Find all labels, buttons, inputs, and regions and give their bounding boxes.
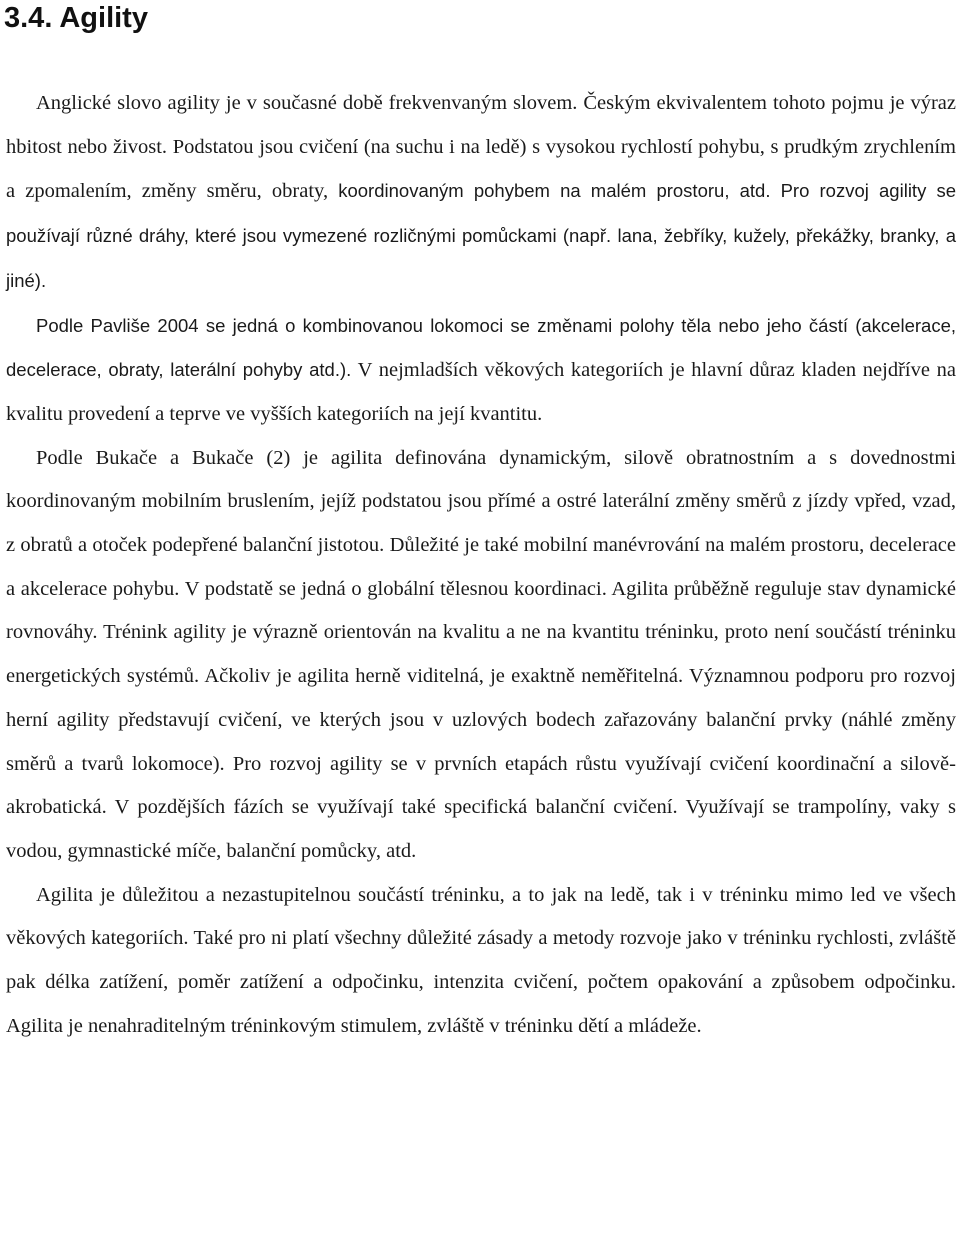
paragraph-pavlis (6, 304, 956, 437)
body-text (6, 82, 956, 1048)
paragraph-1-lead: Anglické slovo agility je v současné době frekvenvaným slovem. Českým ekvivalentem tohoto pojmu je výraz hbitost nebo živost. Podstatou jsou cvičení (na suchu i na ledě) s vysokou rychlostí pohybu, s prudkým zrychlením a zpomalením, změny směru, obraty, (6, 92, 956, 203)
paragraph-2-tail: V nejmladších věkových kategoriích je hlavní důraz kladen nejdříve na kvalitu provedení a teprve ve vyšších kategoriích na její kvantitu. (6, 359, 956, 425)
paragraph-1-tail: koordinovaným pohybem na malém prostoru, atd. Pro rozvoj agility se používají různé dráhy, které jsou vymezené rozličnými pomůckami (např. lana, žebříky, kužely, překážky, branky, a jiné). (6, 180, 956, 291)
section-heading: 3.4. Agility (4, 2, 148, 34)
paragraph-training: Agilita je důležitou a nezastupitelnou součástí tréninku, a to jak na ledě, tak i v tréninku mimo led ve všech věkových kategoriích. Také pro ni platí všechny důležité zásady a metody rozvoje jako v tréninku rychlosti, zvláště pak délka zatížení, poměr zatížení a odpočinku, intenzita cvičení, počtem opakování a způsobem odpočinku. Agilita je nenahraditelným tréninkovým stimulem, zvláště v tréninku dětí a mládeže. (6, 883, 956, 1037)
paragraph-bukac: Podle Bukače a Bukače (2) je agilita definována dynamickým, silově obratnostním a s dovednostmi koordinovaným mobilním bruslením, jejíž podstatou jsou přímé a ostré laterální změny směrů z jízdy vpřed, vzad, z obratů a otoček podepřené balanční jistotou. Důležité je také mobilní manévrování na malém prostoru, decelerace a akcelerace pohybu. V podstatě se jedná o globální tělesnou koordinaci. Agilita průběžně reguluje stav dynamické rovnováhy. Trénink agility je výrazně orientován na kvalitu a ne na kvantitu tréninku, proto není součástí tréninku energetických systémů. Ačkoliv je agilita herně viditelná, je exaktně neměřitelná. Významnou podporu pro rozvoj herní agility představují cvičení, ve kterých jsou v uzlových bodech zařazovány balanční prvky (náhlé změny směrů a tvarů lokomoce). Pro rozvoj agility se v prvních etapách růstu využívají cvičení koordinační a silově-akrobatická. V pozdějších fázích se využívají také specifická balanční cvičení. Využívají se trampolíny, vaky s vodou, gymnastické míče, balanční pomůcky, atd. (6, 446, 956, 862)
paragraph-agility-definition (6, 82, 956, 304)
paragraph-2-lead: Podle Pavliše 2004 se jedná o kombinovanou lokomoci se změnami polohy těla nebo jeho částí (akcelerace, decelerace, obraty, laterální pohyby atd.). (6, 314, 956, 381)
